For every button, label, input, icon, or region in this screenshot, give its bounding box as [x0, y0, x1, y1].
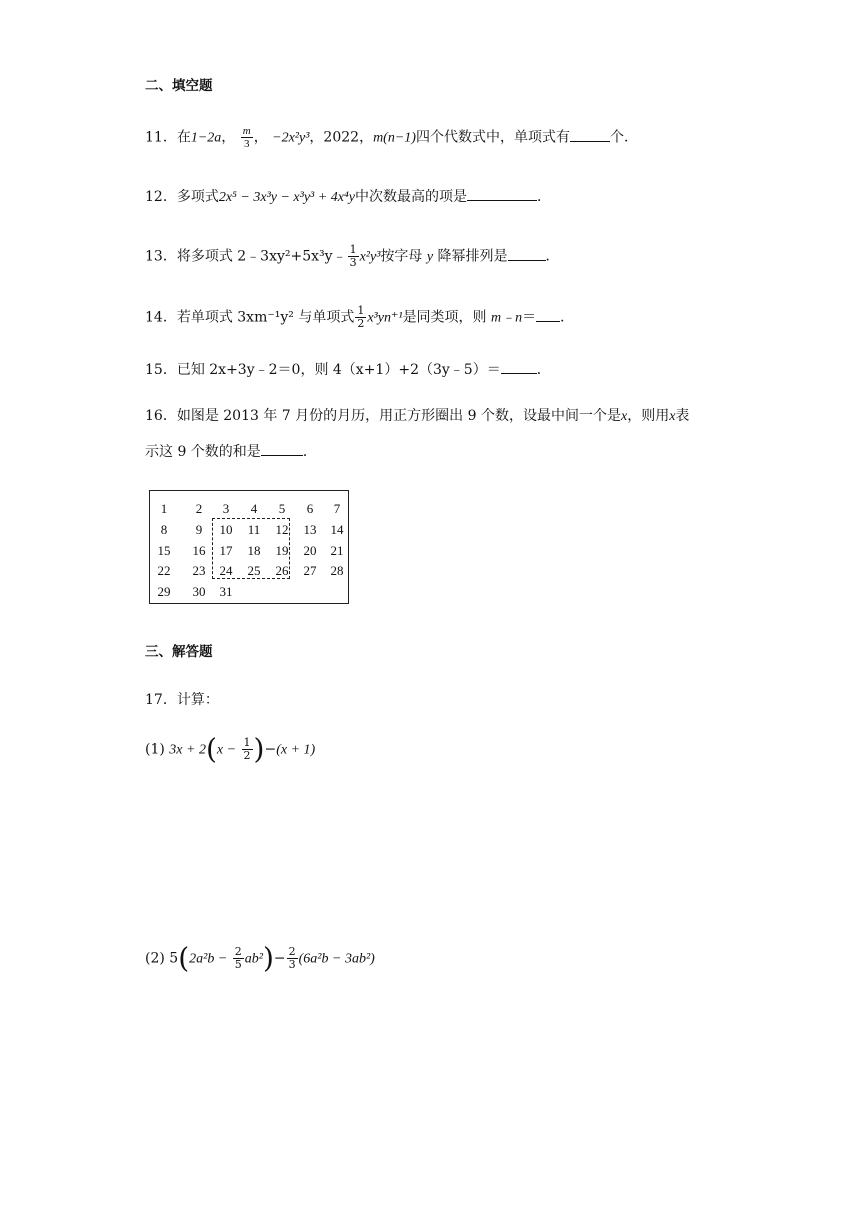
calendar-day: 4	[250, 501, 258, 516]
part-2-expression: (2) 5(2a²b − $\frac{2}{5}$ ab²)− $\frac{2}{3}$ (6a²b − 3ab²)	[145, 941, 375, 975]
calendar-day: 11	[247, 522, 261, 537]
fraction: $\frac{1}{2}$	[357, 304, 365, 330]
calendar-day: 23	[192, 563, 206, 578]
calendar-day: 15	[157, 543, 171, 558]
answer-blank	[261, 441, 303, 456]
calendar-day: 17	[219, 543, 233, 558]
calendar-day: 1	[160, 501, 168, 516]
expression: −2x²y³	[272, 130, 310, 146]
question-17: 17．计算：	[145, 692, 219, 708]
question-number: 16．	[145, 408, 177, 424]
answer-blank	[467, 186, 537, 201]
calendar-day: 6	[306, 501, 314, 516]
calendar-day: 18	[247, 543, 261, 558]
question-16-line2: 示这 9 个数的和是 ．	[145, 441, 317, 462]
answer-blank	[570, 127, 610, 142]
calendar-day: 10	[219, 522, 233, 537]
calendar-day: 12	[275, 522, 289, 537]
calendar-figure	[149, 490, 349, 604]
question-number: 15．	[145, 362, 177, 378]
part-1-expression: (1) 3x + 2(x − $\frac{1}{2}$ )−(x + 1)	[145, 732, 316, 766]
question-16-line1: 16．如图是 2013 年 7 月份的月历，用正方形圈出 9 个数，设最中间一个是x，则用x表	[145, 408, 690, 424]
calendar-day: 21	[330, 543, 344, 558]
question-11: 11．在1−2a， $\frac{m}{3}$ ， −2x²y³，2022，m(n−1)四个代数式中，单项式有 个．	[145, 125, 638, 150]
answer-blank	[501, 359, 537, 374]
section-heading-solve: 三、解答题	[145, 644, 213, 660]
calendar-day: 22	[157, 563, 171, 578]
fraction: $\frac{2}{5}$	[234, 945, 242, 971]
calendar-day: 13	[303, 522, 317, 537]
section-heading-fill-in: 二、填空题	[145, 78, 213, 94]
fraction: $\frac{1}{3}$	[349, 243, 357, 269]
calendar-day: 30	[192, 584, 206, 599]
question-number: 17．	[145, 692, 177, 708]
calendar-day: 31	[219, 584, 233, 599]
calendar-day: 8	[160, 522, 168, 537]
fraction: $\frac{2}{3}$	[288, 945, 296, 971]
calendar-day: 24	[219, 563, 233, 578]
question-number: 13．	[145, 248, 177, 265]
calendar-day: 29	[157, 584, 171, 599]
calendar-day: 28	[330, 563, 344, 578]
calendar-day: 2	[195, 501, 203, 516]
calendar-day: 7	[333, 501, 341, 516]
fraction: $\frac{m}{3}$	[242, 125, 251, 150]
question-14: 14．若单项式 3xm⁻¹y² 与单项式 $\frac{1}{2}$ x³yn⁺¹是同类项，则 m﹣n＝ ．	[145, 304, 575, 330]
expression: m(n−1)	[373, 130, 416, 146]
calendar-day: 9	[195, 522, 203, 537]
question-13: 13．将多项式 2﹣3xy²+5x³y﹣ $\frac{1}{3}$ x²y³按字母 y 降幂排列是 ．	[145, 243, 560, 269]
calendar-day: 19	[275, 543, 289, 558]
question-12: 12．多项式2x⁵ − 3x³y − x³y³ + 4x⁴y中次数最高的项是 ．	[145, 186, 551, 208]
calendar-day: 27	[303, 563, 317, 578]
calendar-day: 20	[303, 543, 317, 558]
calendar-day: 16	[192, 543, 206, 558]
answer-blank	[508, 246, 546, 261]
calendar-day: 14	[330, 522, 344, 537]
question-number: 12．	[145, 189, 177, 205]
answer-blank	[536, 307, 560, 322]
part-label: (2)	[145, 950, 165, 967]
question-number: 11．	[145, 129, 177, 146]
question-number: 14．	[145, 309, 177, 326]
calendar-day: 26	[275, 563, 289, 578]
part-label: (1)	[145, 741, 165, 758]
expression: 1−2a	[190, 130, 222, 146]
fraction: $\frac{1}{2}$	[243, 736, 251, 762]
expression: 2x⁵ − 3x³y − x³y³ + 4x⁴y	[218, 190, 355, 205]
question-15: 15．已知 2x+3y﹣2＝0，则 4（x+1）+2（3y﹣5）＝ ．	[145, 359, 551, 380]
calendar-day: 25	[247, 563, 261, 578]
calendar-day: 5	[278, 501, 286, 516]
calendar-day: 3	[222, 501, 230, 516]
